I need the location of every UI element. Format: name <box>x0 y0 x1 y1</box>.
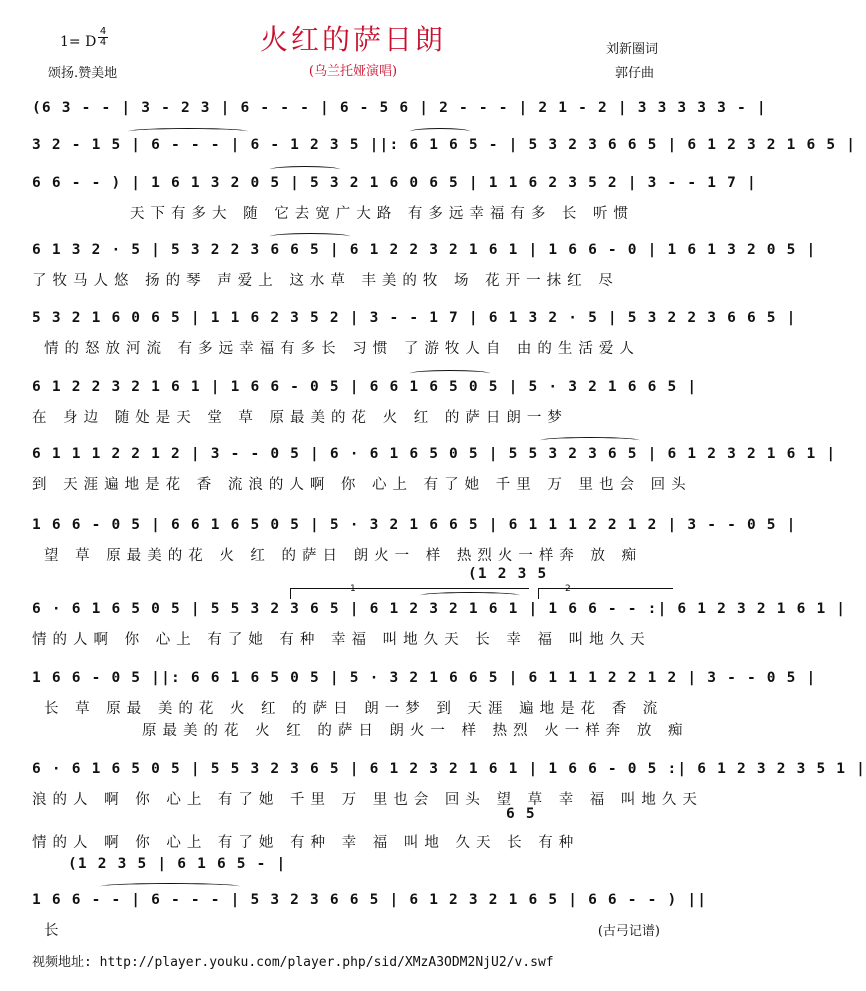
score-row-6: 6 1 2 2 3 2 1 6 1 | 1 6 6 - 0 5 | 6 6 1 6 5 0 5 | 5 · 3 2 1 6 6 5 | <box>32 379 698 395</box>
lyric-row-3: 天下有多大 随 它去宽广大路 有多远幸福有多 长 听惯 <box>130 206 635 222</box>
lyric-row-12: 长 <box>44 923 65 939</box>
lyric-row-9: 情的人啊 你 心上 有了她 有种 幸福 叫地久天 长 幸 福 叫地久天 <box>32 632 651 648</box>
lyricist: 刘新圈词 <box>605 42 658 57</box>
lyric-row-10b: 原最美的花 火 红 的萨日 朗火一 样 热烈 火一样奔 放 痴 <box>142 723 689 739</box>
lyric-row-6: 在 身边 随处是天 堂 草 原最美的花 火 红 的萨日朗一梦 <box>32 410 568 426</box>
score-row-11: 6 · 6 1 6 5 0 5 | 5 5 3 2 3 6 5 | 6 1 2 3 2 1 6 1 | 1 6 6 - 0 5 :| 6 1 2 3 2 3 5 1 | <box>32 761 866 777</box>
volta-1-label: 1 <box>350 584 356 594</box>
slur-arc <box>420 592 520 599</box>
lyric-row-4: 了牧马人悠 扬的琴 声爱上 这水草 丰美的牧 场 花开一抹红 尽 <box>32 273 619 289</box>
score-row-1: (6 3 - - | 3 - 2 3 | 6 - - - | 6 - 5 6 | 2 - - - | 2 1 - 2 | 3 3 3 3 3 - | <box>32 100 767 116</box>
volta-2-label: 2 <box>565 584 571 594</box>
time-signature <box>98 27 108 48</box>
lyric-row-5: 情的怒放河流 有多远幸福有多长 习惯 了游牧人自 由的生活爱人 <box>44 341 640 357</box>
slur-arc <box>410 370 490 377</box>
lyric-row-7: 到 天涯遍地是花 香 流浪的人啊 你 心上 有了她 千里 万 里也会 回头 <box>32 477 692 493</box>
video-link[interactable]: 视频地址: http://player.youku.com/player.php/sid/XMzA3ODM2NjU2/v.swf <box>32 955 554 970</box>
slur-arc <box>270 166 340 173</box>
score-row-2: 3 2 - 1 5 | 6 - - - | 6 - 1 2 3 5 ||: 6 1 6 5 - | 5 3 2 3 6 6 5 | 6 1 2 3 2 1 6 5 | <box>32 137 857 153</box>
time-signature-top: 4 <box>99 26 107 37</box>
lyric-row-11b: 情的人 啊 你 心上 有了她 有种 幸 福 叫地 久天 长 有种 <box>32 835 580 851</box>
score-row-9: 6 · 6 1 6 5 0 5 | 5 5 3 2 3 6 5 | 6 1 2 3 2 1 6 1 | 1 6 6 - - :| 6 1 2 3 2 1 6 1 | <box>32 601 847 617</box>
lyric-row-10: 长 草 原最 美的花 火 红 的萨日 朗一梦 到 天涯 遍地是花 香 流 <box>44 701 664 717</box>
ornament-volta-intro: (1 2 3 5 | 6 1 6 5 - | <box>68 856 287 872</box>
recorder-note: (古弓记谱) <box>597 924 660 939</box>
lyric-row-8: 望 草 原最美的花 火 红 的萨日 朗火一 样 热烈火一样奔 放 痴 <box>44 548 643 564</box>
performance-style: 颂扬.赞美地 <box>48 66 118 81</box>
slur-arc <box>128 128 248 135</box>
slur-arc <box>100 883 240 890</box>
lyric-row-11: 浪的人 啊 你 心上 有了她 千里 万 里也会 回头 望 草 幸 福 叫地久天 <box>32 792 703 808</box>
score-row-7: 6 1 1 1 2 2 1 2 | 3 - - 0 5 | 6 · 6 1 6 5 0 5 | 5 5 3 2 3 6 5 | 6 1 2 3 2 1 6 1 | <box>32 446 837 462</box>
volta-2-bracket <box>538 588 673 599</box>
coda-notes: 6 5 <box>506 806 536 822</box>
key-signature: 1= D <box>60 34 97 50</box>
score-row-5: 5 3 2 1 6 0 6 5 | 1 1 6 2 3 5 2 | 3 - - 1 7 | 6 1 3 2 · 5 | 5 3 2 2 3 6 6 5 | <box>32 310 797 326</box>
song-title: 火红的萨日朗 <box>259 23 446 56</box>
singer-note: (乌兰托娅演唱) <box>308 64 398 79</box>
score-row-12: 1 6 6 - - | 6 - - - | 5 3 2 3 6 6 5 | 6 1 2 3 2 1 6 5 | 6 6 - - ) || <box>32 892 708 908</box>
score-row-3: 6 6 - - ) | 1 6 1 3 2 0 5 | 5 3 2 1 6 0 6 5 | 1 1 6 2 3 5 2 | 3 - - 1 7 | <box>32 175 757 191</box>
slur-arc <box>540 437 640 444</box>
time-signature-bottom: 4 <box>99 37 107 48</box>
score-row-4: 6 1 3 2 · 5 | 5 3 2 2 3 6 6 5 | 6 1 2 2 3 2 1 6 1 | 1 6 6 - 0 | 1 6 1 3 2 0 5 | <box>32 242 817 258</box>
score-row-8: 1 6 6 - 0 5 | 6 6 1 6 5 0 5 | 5 · 3 2 1 6 6 5 | 6 1 1 1 2 2 1 2 | 3 - - 0 5 | <box>32 517 797 533</box>
composer: 郭仔曲 <box>614 66 654 81</box>
ornament-intro: (1 2 3 5 <box>468 566 548 582</box>
slur-arc <box>410 128 470 135</box>
slur-arc <box>270 233 350 240</box>
score-row-10: 1 6 6 - 0 5 ||: 6 6 1 6 5 0 5 | 5 · 3 2 1 6 6 5 | 6 1 1 1 2 2 1 2 | 3 - - 0 5 | <box>32 670 817 686</box>
